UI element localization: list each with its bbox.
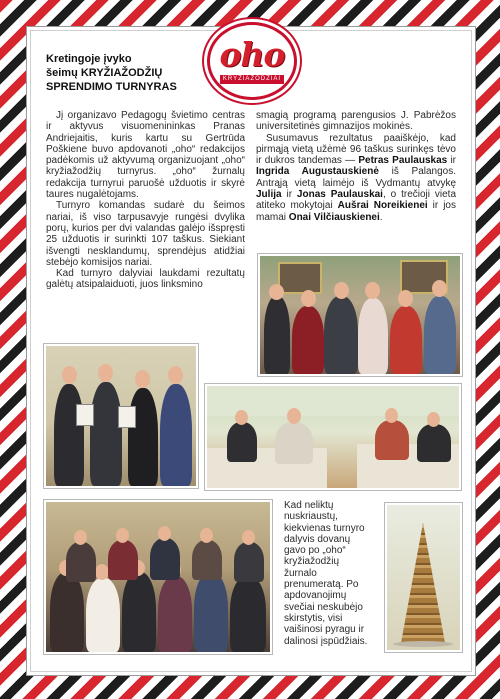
person [66,542,96,582]
person-head [235,410,248,425]
person [54,384,84,486]
wall-painting [278,262,322,294]
winner-name: Ingrida Augustauskienė [256,166,379,178]
text-run: Susumavus rezultatus paaiškėjo, kad pirmąją vietą užėmė 96 taškus surinkęs tėvo ir dukros tandemas — [256,132,456,167]
paragraph: Jį organizavo Pedagogų švietimo centras ir aktyvus visuomenininkas Pranas Andriejaitis, kuris kartu su Gertrūda Poškiene buvo apdovanoti „oho“ redakcijos padėkomis už aktyvumą organizuojant „oho“ kryžiažodžių turnyrus. „oho“ žurnalų redakcija turnyrui paruošė užduotis ir skyrė taures nugalėtojams. [46,110,245,201]
winner-name: Aušrai Noreikienei [337,200,428,212]
results-paragraph [256,133,456,223]
person-head [385,408,398,423]
person [292,306,324,374]
person-head [158,526,171,541]
person [227,422,257,462]
person [158,576,192,652]
paragraph: Kad turnyro dalyviai laukdami rezultatų galėtų atsipalaiduoti, juos linksmino [46,268,245,291]
person-head [135,370,150,388]
person [375,420,409,460]
person [122,572,156,652]
text-run: , o trečioji vieta atiteko mokytojai [256,189,456,212]
person [324,296,358,374]
person-head [365,282,380,299]
person-head [98,364,113,382]
person [264,296,290,374]
paragraph: Kad neliktų nuskriaustų, kiekvienas turnyro dalyvis dovanų gavo po „oho“ kryžiažodžių žurnalo prenumeratą. Po apdovanojimų svečiai neskubėjo skirstytis, visi vaišinosi pyragu ir dalinosi įspūdžiais. [284,500,368,647]
person [86,578,120,652]
person-head [287,408,301,424]
certificate [118,406,136,428]
winners-photo [258,254,462,376]
winner-name: Onai Vilčiauskienei [288,211,380,223]
group-photo [44,500,272,654]
winner-name: Jonas Paulauskai [296,189,383,201]
text-run: iš Palangos. Antrąją vietą laimėjo iš Vydmantų atvykę [256,166,456,189]
person [128,388,158,486]
person-head [427,412,440,427]
person-head [398,290,413,307]
logo-word: oho [219,35,285,74]
person-head [432,280,447,297]
person-head [242,530,255,545]
person-head [200,528,213,543]
article-column-3 [284,500,370,647]
person [192,540,222,580]
certificate [76,404,94,426]
person [150,538,180,580]
person [234,542,264,582]
person [275,422,313,464]
logo-tagline: KRYŽIAŽODŽIAI [220,75,284,84]
person-head [62,366,77,384]
text-run: ir jos mamai [256,200,456,223]
person [358,298,388,374]
person [194,572,228,652]
paragraph: smagią programą parengusios J. Pabrėžos universitetinės gimnazijos mokinės. [256,110,456,133]
paragraph: Turnyro komandas sudarė du šeimos nariai, iš viso tarpusavyje rungėsi dvylika porų, kurios per dvi valandas galėjo išspręsti 25 užduotis ir surinkti 107 taškus. Siekiant išvengti nesklandumų, sprendėjus atidžiai stebėjo komisijos nariai. [46,200,245,268]
person-head [116,528,129,543]
person-head [95,564,109,580]
title-line-2: šeimų KRYŽIAŽODŽIŲ [46,67,163,79]
cake-plate [393,641,453,647]
article-title [46,52,216,94]
award-photo [44,344,198,488]
person [108,540,138,580]
title-line-3: SPRENDIMO TURNYRAS [46,81,177,93]
person [417,424,451,462]
winner-name: Petras Paulauskas [358,155,448,167]
person-head [168,366,183,384]
person [230,576,266,652]
person [390,306,422,374]
person [90,382,122,486]
person-head [334,282,349,299]
person-head [269,284,284,300]
article-column-2 [256,110,456,223]
person-head [301,290,316,307]
contest-room-photo [205,384,461,490]
person-head [74,530,87,545]
person [424,296,456,374]
title-line-1: Kretingoje įvyko [46,53,132,65]
person [50,572,84,652]
text-run: . [379,211,383,223]
oho-logo [207,22,297,100]
cake-photo [385,503,462,652]
text-run: ir [447,155,456,167]
article-column-1 [46,110,245,291]
text-run: ir [281,189,297,201]
person [160,384,192,486]
winner-name: Julija [256,189,282,201]
tree-cake [401,523,445,643]
